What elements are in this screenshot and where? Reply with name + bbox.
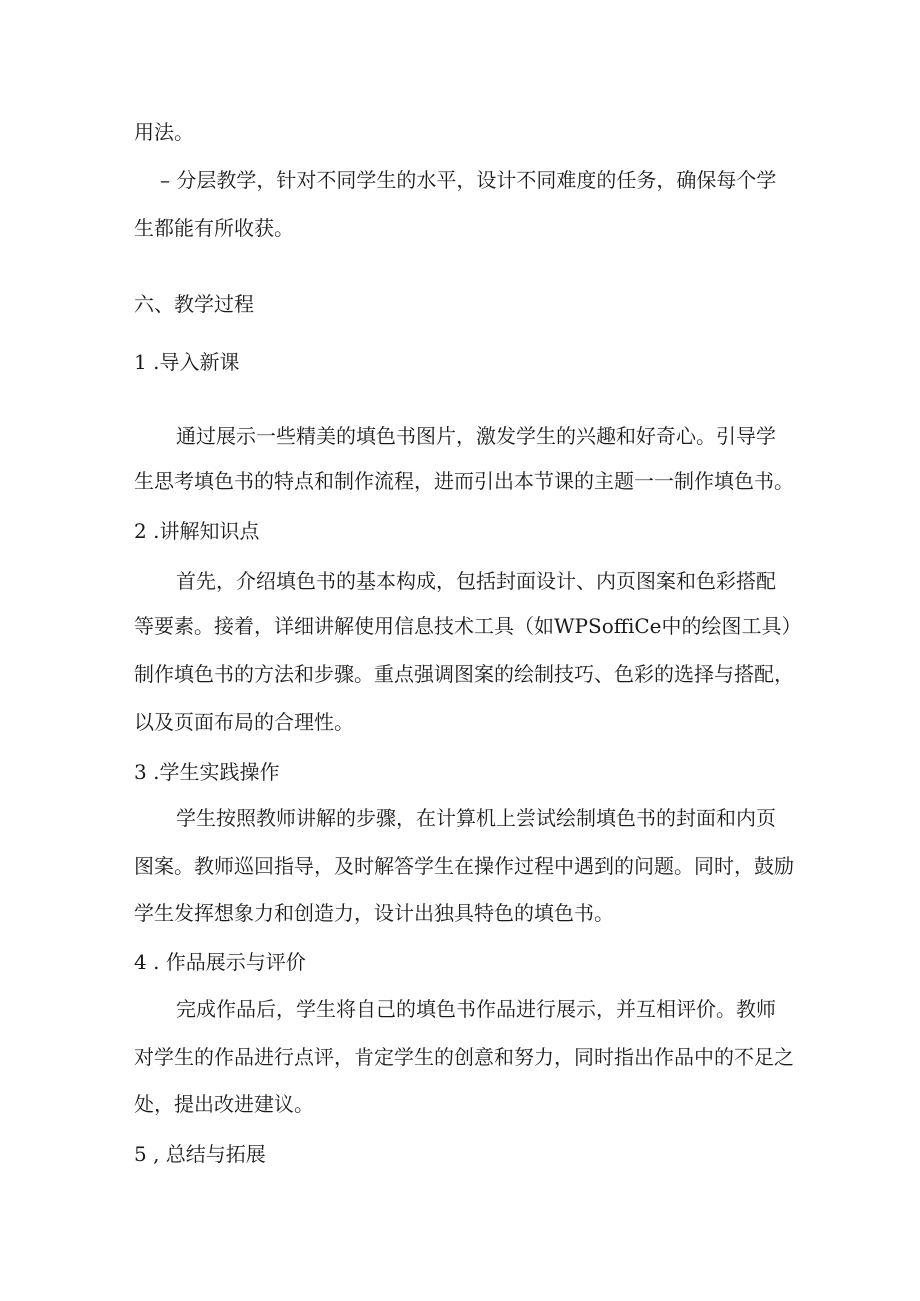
text-line: 学生发挥想象力和创造力，设计出独具特色的填色书。 bbox=[134, 901, 614, 925]
text-line: 完成作品后，学生将自己的填色书作品进行展示，并互相评价。教师 bbox=[176, 997, 776, 1021]
section-heading: 六、教学过程 bbox=[134, 292, 254, 316]
text-line: 制作填色书的方法和步骤。重点强调图案的绘制技巧、色彩的选择与搭配， bbox=[134, 662, 794, 686]
subsection-heading: 2 .讲解知识点 bbox=[134, 519, 260, 543]
text-line: 首先，介绍填色书的基本构成，包括封面设计、内页图案和色彩搭配 bbox=[176, 569, 776, 593]
text-line: 对学生的作品进行点评，肯定学生的创意和努力，同时指出作品中的不足之 bbox=[134, 1045, 794, 1069]
text-line: 学生按照教师讲解的步骤，在计算机上尝试绘制填色书的封面和内页 bbox=[176, 806, 776, 830]
text-line: 图案。教师巡回指导，及时解答学生在操作过程中遇到的问题。同时，鼓励 bbox=[134, 854, 794, 878]
text-line: 生思考填色书的特点和制作流程，进而引出本节课的主题一一制作填色书。 bbox=[134, 469, 794, 493]
subsection-heading: 1 .导入新课 bbox=[134, 350, 240, 374]
subsection-heading: 3 .学生实践操作 bbox=[134, 760, 280, 784]
subsection-heading: 4 . 作品展示与评价 bbox=[134, 950, 306, 974]
text-line: 生都能有所收获。 bbox=[134, 216, 294, 240]
text-line: 通过展示一些精美的填色书图片，激发学生的兴趣和好奇心。引导学 bbox=[176, 424, 776, 448]
subsection-heading: 5 , 总结与拓展 bbox=[134, 1142, 266, 1166]
text-line: 等要素。接着，详细讲解使用信息技术工具（如WPSoffiCe中的绘图工具） bbox=[134, 614, 802, 638]
text-line: – 分层教学，针对不同学生的水平，设计不同难度的任务，确保每个学 bbox=[160, 168, 777, 192]
text-line: 以及页面布局的合理性。 bbox=[134, 710, 354, 734]
text-line: 处，提出改进建议。 bbox=[134, 1092, 314, 1116]
text-line: 用法。 bbox=[134, 120, 194, 144]
